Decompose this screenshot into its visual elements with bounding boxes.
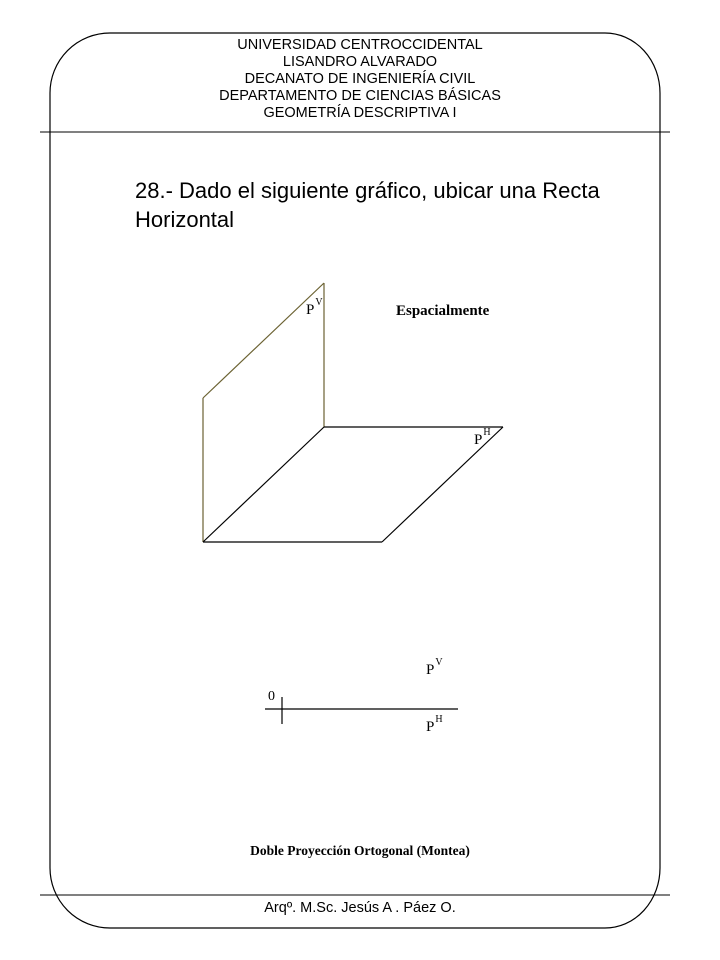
vertical-plane	[203, 283, 324, 542]
spatial-horizontal-plane-label: $P^H$	[474, 427, 491, 448]
header-line-course: GEOMETRÍA DESCRIPTIVA I	[263, 105, 457, 121]
horizontal-plane	[203, 427, 503, 542]
header-line-department: DEPARTAMENTO DE CIENCIAS BÁSICAS	[219, 88, 501, 104]
author-footer: Arqº. M.Sc. Jesús A . Páez O.	[264, 900, 456, 916]
ground-line-spatial	[203, 427, 324, 542]
montea-origin-label: 0	[268, 689, 275, 704]
header-line-dean-office: DECANATO DE INGENIERÍA CIVIL	[244, 71, 476, 87]
montea-vertical-plane-label: $P^V$	[426, 657, 443, 678]
spatial-caption: Espacialmente	[396, 303, 490, 319]
exercise-title: 28.- Dado el siguiente gráfico, ubicar una Recta Horizontal	[135, 178, 600, 232]
header-line-university: UNIVERSIDAD CENTROCCIDENTAL	[237, 37, 483, 53]
institution-header	[150, 37, 570, 122]
montea-horizontal-plane-label: $P^H$	[426, 714, 443, 735]
montea-caption: Doble Proyección Ortogonal (Montea)	[250, 843, 470, 858]
rounded-border	[50, 33, 660, 928]
spatial-vertical-plane-label: $P^V$	[306, 297, 323, 318]
header-line-name: LISANDRO ALVARADO	[282, 54, 438, 70]
